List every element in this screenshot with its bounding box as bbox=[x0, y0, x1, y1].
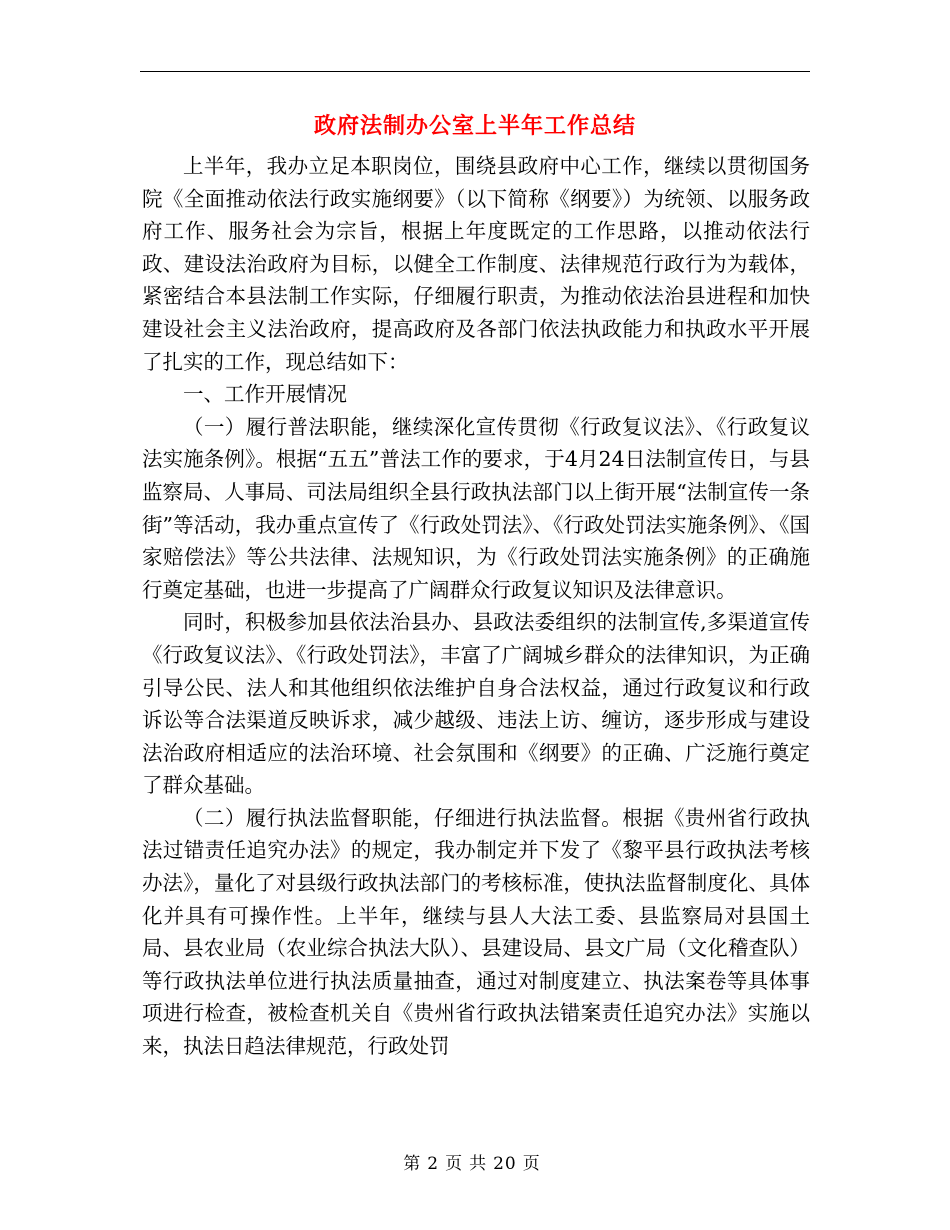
footer-prefix: 第 bbox=[403, 1154, 422, 1174]
footer-total-pages: 20 bbox=[493, 1154, 517, 1174]
footer-total-word: 共 bbox=[469, 1154, 488, 1174]
header-rule bbox=[140, 71, 810, 72]
paragraph-item-2: （二）履行执法监督职能，仔细进行执法监督。根据《贵州省行政执法过错责任追究办法》的规定，我办制定并下发了《黎平县行政执法考核办法》，量化了对县级行政执法部门的考核标准，使执法监督制度化、具体化并具有可操作性。上半年，继续与县人大法工委、县监察局对县国土局、县农业局（农业综合执法大队）、县建设局、县文广局（文化稽查队）等行政执法单位进行执法质量抽查，通过对制度建立、执法案卷等具体事项进行检查，被检查机关自《贵州省行政执法错案责任追究办法》实施以来，执法日趋法律规范，行政处罚 bbox=[142, 805, 810, 1059]
document-title: 政府法制办公室上半年工作总结 bbox=[313, 113, 636, 139]
section-heading-1: 一、工作开展情况 bbox=[183, 382, 347, 407]
footer-suffix: 页 bbox=[522, 1154, 541, 1174]
document-body bbox=[142, 150, 810, 1063]
footer-page-word: 页 bbox=[445, 1154, 464, 1174]
page-footer bbox=[140, 1152, 810, 1176]
paragraph-intro: 上半年，我办立足本职岗位，围绕县政府中心工作，继续以贯彻国务院《全面推动依法行政实施纲要》（以下简称《纲要》）为统领、以服务政府工作、服务社会为宗旨，根据上年度既定的工作思路，以推动依法行政、建设法治政府为目标，以健全工作制度、法律规范行政行为为载体，紧密结合本县法制工作实际，仔细履行职责，为推动依法治县进程和加快建设社会主义法治政府，提高政府及各部门依法执政能力和执政水平开展了扎实的工作，现总结如下： bbox=[142, 154, 810, 374]
paragraph-item-1: （一）履行普法职能，继续深化宣传贯彻《行政复议法》、《行政复议法实施条例》。根据“五五”普法工作的要求，于4月24日法制宣传日，与县监察局、人事局、司法局组织全县行政执法部门以上街开展“法制宣传一条街”等活动，我办重点宣传了《行政处罚法》、《行政处罚法实施条例》、《国家赔偿法》等公共法律、法规知识，为《行政处罚法实施条例》的正确施行奠定基础，也进一步提高了广阔群众行政复议知识及法律意识。 bbox=[142, 414, 810, 602]
paragraph-simultaneous: 同时，积极参加县依法治县办、县政法委组织的法制宣传,多渠道宣传《行政复议法》、《行政处罚法》，丰富了广阔城乡群众的法律知识，为正确引导公民、法人和其他组织依法维护自身合法权益，通过行政复议和行政诉讼等合法渠道反映诉求，减少越级、违法上访、缠访，逐步形成与建设法治政府相适应的法治环境、社会氛围和《纲要》的正确、广泛施行奠定了群众基础。 bbox=[142, 610, 810, 798]
footer-current-page: 2 bbox=[427, 1154, 440, 1174]
